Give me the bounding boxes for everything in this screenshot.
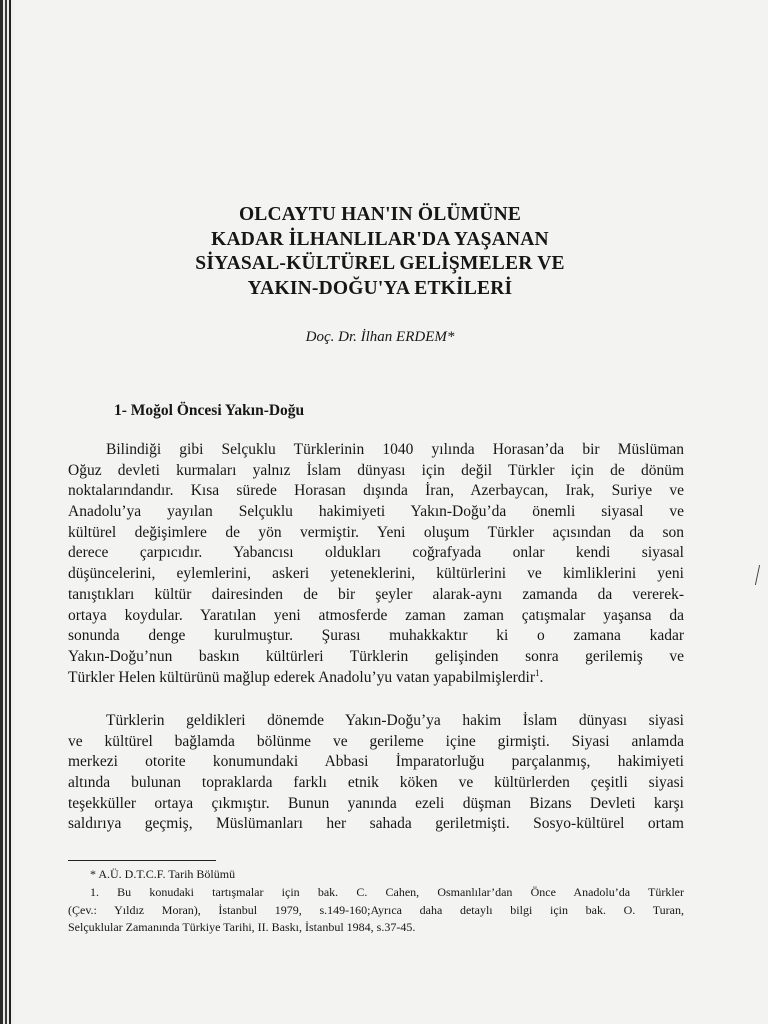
title-line: YAKIN-DOĞU'YA ETKİLERİ: [247, 277, 513, 299]
title-line: SİYASAL-KÜLTÜREL GELİŞMELER VE: [195, 253, 565, 274]
footnote-ref: 1: [535, 667, 540, 678]
text-line: derece çarpıcıdır. Yabancısı oldukları coğrafyada onlar kendi siyasal: [68, 544, 684, 562]
text-line: kültürel değişimlere de yön vermiştir. Yeni oluşum Türkler açısından da son: [68, 523, 684, 541]
section-heading: 1- Moğol Öncesi Yakın-Doğu: [114, 402, 305, 419]
footnote-line: Selçuklular Zamanında Türkiye Tarihi, II. Baskı, İstanbul 1984, s.37-45.: [68, 920, 416, 934]
text-line: altında bulunan topraklarda farklı etnik köken ve kültürlerden çeşitli siyasi: [68, 774, 684, 792]
text-line: tanıştıkları kültür dairesinden de bir şeyler alarak-aynı zamanda da vererek-: [68, 585, 684, 603]
footnote-line: 1. Bu konudaki tartışmalar için bak. C. Cahen, Osmanlılar’dan Önce Anadolu’da Türkler: [90, 885, 684, 899]
text-line: ortaya koydular. Yaratılan yeni atmosferde zaman zaman çatışmalar yaşansa da: [68, 606, 684, 624]
text-line: saldırıya geçmiş, Müslümanları her sahada geriletmişti. Sosyo-kültürel ortam: [68, 815, 684, 833]
text-line: Anadolu’ya yayılan Selçuklu hakimiyeti Yakın-Doğu’da önemli siyasal ve: [68, 503, 684, 521]
footnote-line: (Çev.: Yıldız Moran), İstanbul 1979, s.149-160;Ayrıca daha detaylı bilgi için bak. O. Turan,: [68, 902, 684, 917]
title-line: OLCAYTU HAN'IN ÖLÜMÜNE: [238, 204, 522, 225]
text-line: teşekküller ortaya çıkmıştır. Bunun yanında ezeli düşman Bizans Devleti karşı: [68, 794, 684, 812]
footnote-divider: [68, 860, 216, 861]
text-line: ve kültürel bağlamda bölünme ve gerileme içine girmişti. Siyasi anlamda: [68, 732, 684, 750]
text-line: merkezi otorite konumundaki Abbasi İmparatorluğu parçalanmış, hakimiyeti: [68, 753, 684, 771]
text-line: sonunda denge kurulmuştur. Şurası muhakkaktır ki o zamana kadar: [68, 627, 684, 645]
text-line: düşüncelerini, eylemlerini, askeri yeteneklerini, kültürlerini ve kimliklerini yeni: [68, 565, 684, 583]
article-title: [100, 203, 660, 301]
text-line: noktalarındandır. Kısa sürede Horasan dışında İran, Azerbaycan, Irak, Suriye ve: [68, 482, 684, 500]
author-name: Doç. Dr. İlhan ERDEM*: [305, 329, 455, 345]
title-line: KADAR İLHANLILAR'DA YAŞANAN: [211, 228, 549, 250]
text-line: Türklerin geldikleri dönemde Yakın-Doğu’ya hakim İslam dünyası siyasi: [106, 712, 684, 729]
text-line-content: Türkler Helen kültürünü mağlup ederek Anadolu’yu vatan yapabilmişlerdir: [68, 668, 536, 686]
footnote-affiliation: [68, 866, 684, 884]
paragraph-2: [68, 711, 684, 835]
text-line: Bilindiği gibi Selçuklu Türklerinin 1040 yılında Horasan’da bir Müslüman: [106, 441, 684, 458]
text-line: Yakın-Doğu’nun baskın kültürleri Türklerin gelişinden sonra gerilemiş ve: [68, 647, 684, 665]
end-punctuation: .: [539, 668, 544, 686]
text-line: Oğuz devleti kurmaları yalnız İslam dünyası için değil Türkler için de dönüm: [68, 461, 684, 479]
footnote-1: [68, 884, 684, 937]
paragraph-1: [68, 440, 684, 688]
footnote-line: * A.Ü. D.T.C.F. Tarih Bölümü: [90, 867, 236, 881]
text-line-last: [68, 668, 684, 689]
